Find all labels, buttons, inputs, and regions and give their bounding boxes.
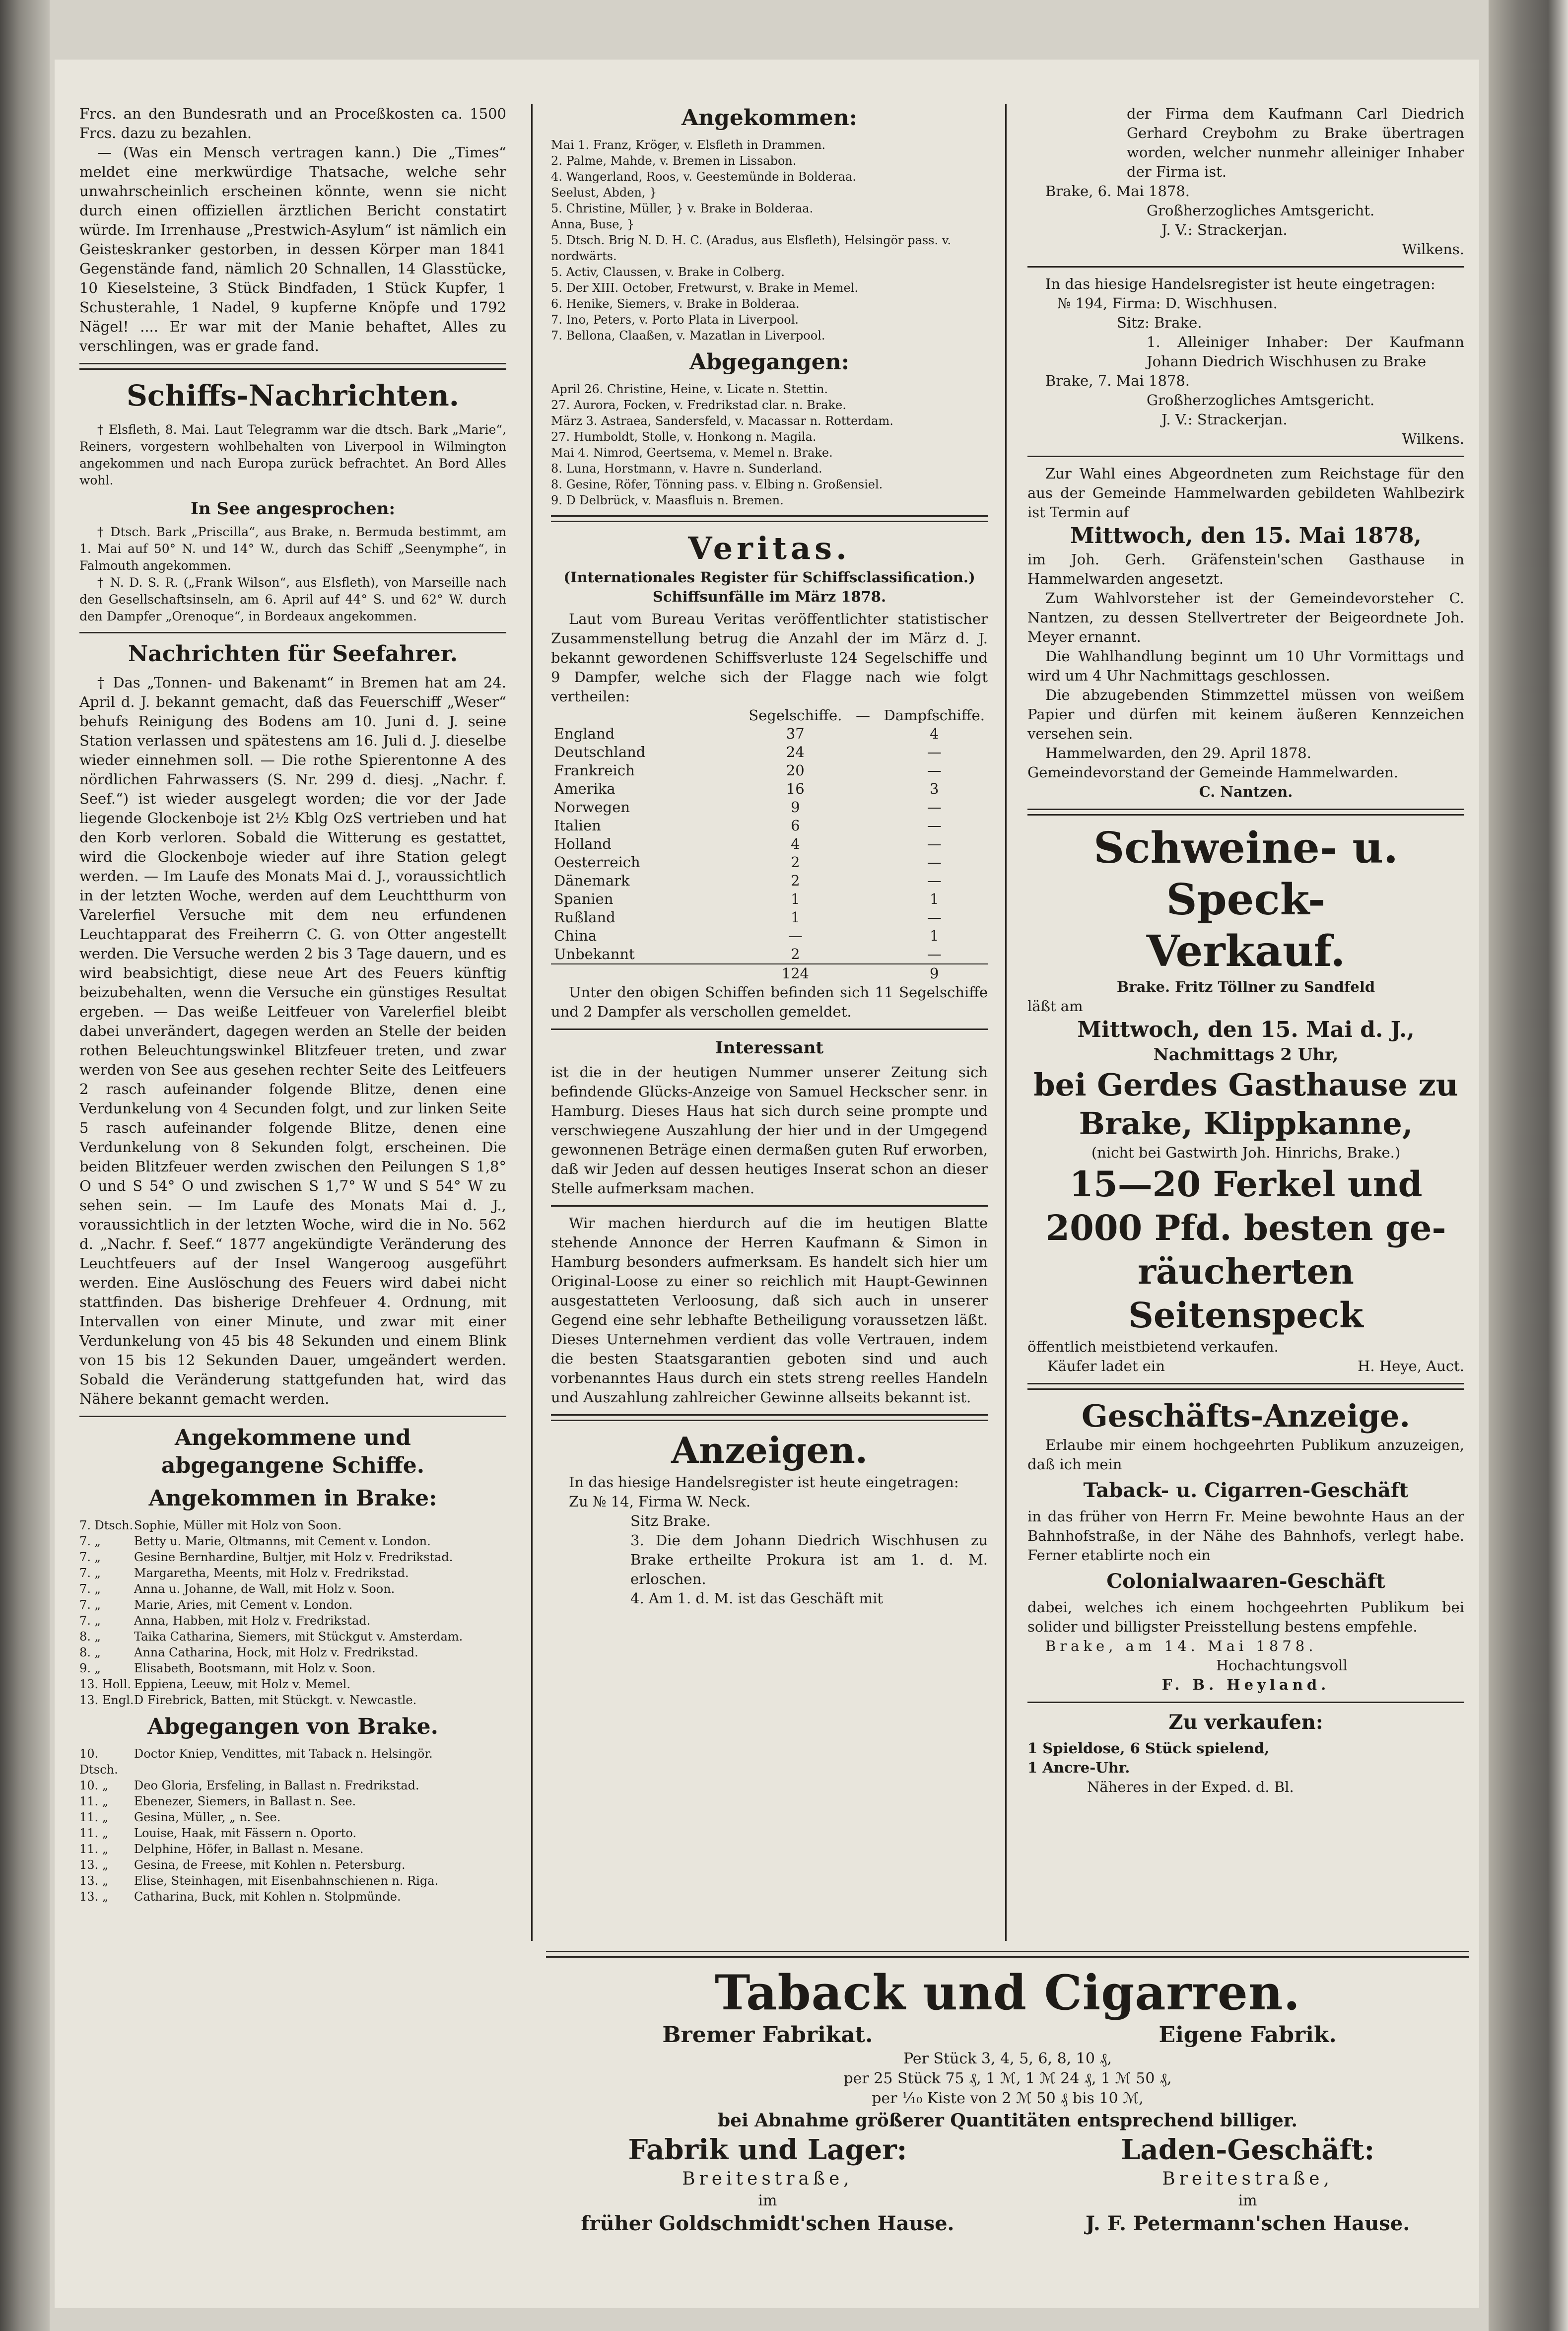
kaufmann-simon-text: Wir machen hierdurch auf die im heutigen Blatte stehende Annonce der Herren Kaufmann & Simon in Hamburg besonders aufmerksam. Es handelt sich hier um Original-Loose zu einer so reichlich mit Haupt-Gewinnen ausgestatteten Verloosung, daß sich auch in unserer Gegend eine sehr lebhafte Betheiligung voraussetzen läßt. Dieses Unternehmen verdient das volle Vertrauen, indem die besten Staatsgarantien geboten sind und auch vorbenanntes Haus durch ein stets streng reelles Handeln und Auszahlung zahlreicher Gewinne allseits bekannt ist. [551,1215,988,1406]
anzeigen-heading: Anzeigen. [671,1429,868,1471]
sail-count-cell: 1 [791,909,800,926]
country-cell: Amerika [554,780,615,797]
column-2 [551,104,988,1608]
ships-heading-2: abgegangene Schiffe. [161,1453,425,1478]
spacer-cell [845,853,881,872]
wahl-date-2: Hammelwarden, den 29. April 1878. [1045,745,1311,761]
sail-count-cell: 4 [791,835,800,852]
shipwreck-table [551,706,988,983]
schweine-laesst: läßt am [1027,998,1083,1015]
schweine-place-1: bei Gerdes Gasthause zu [1033,1067,1458,1103]
register-text: In das hiesige Handelsregister ist heute eingetragen: [569,1474,959,1491]
factory-im: im [758,2192,777,2209]
wahl-text-3: Zum Wahlvorsteher ist der Gemeindevorsteher C. Nantzen, zu dessen Stellvertreter der Beigeordnete Joh. Meyer ernannt. [1027,590,1464,645]
list-item-text: Anna, Habben, mit Holz v. Fredrikstad. [134,1614,371,1628]
spacer-cell [845,835,881,853]
abgegangen-item: 8. Luna, Horstmann, v. Havre n. Sunderland. [551,462,822,476]
veritas-text: Laut vom Bureau Veritas veröffentlichter statistischer Zusammenstellung betrug die Anzahl der im März d. J. bekannt gewordenen Schiffsverluste 124 Segelschiffe und 9 Dampfer, welche sich der Flagge nach wie folgt vertheilen: [551,611,988,705]
register-continued-text: der Firma dem Kaufmann Carl Diedrich Gerhard Creybohm zu Brake übertragen worden, welcher nunmehr alleiniger Inhaber der Firma ist. [1127,105,1464,180]
factory-heading: Fabrik und Lager: [628,2133,907,2166]
schweine-date: Mittwoch, den 15. Mai d. J., [1077,1017,1415,1042]
abgegangen-item: 27. Aurora, Focken, v. Fredrikstad clar. n. Brake. [551,398,846,412]
tobacco-advertisement [546,1951,1469,2237]
list-item-text: Sophie, Müller mit Holz von Soon. [134,1518,342,1532]
column-rule-2 [1005,104,1007,1941]
list-item-date: 8. „ [79,1630,101,1644]
see-text-2: † N. D. S. R. („Frank Wilson“, aus Elsfleth), von Marseille nach den Gesellschaftsinseln, am 6. April auf 44° S. und 62° W. durch den Dampfer „Orenoque“, in Bordeaux angekommen. [79,575,506,623]
schweine-time: Nachmittags 2 Uhr, [1153,1045,1339,1065]
list-item-text: D Firebrick, Batten, mit Stückgt. v. Newcastle. [134,1693,417,1707]
intro-paragraph-2: — (Was ein Mensch vertragen kann.) Die „Times“ meldet eine merkwürdige Thatsache, welche sehr unwahrscheinlich erscheinen könnte, wenn sie nicht durch einen offiziellen ärztlichen Bericht constatirt würde. Im Irrenhause „Prestwich-Asylum“ ist nämlich ein Geisteskranker gestorben, in dessen Körper man 1841 Gegenstände fand, nämlich 20 Schnallen, 14 Glasstücke, 10 Kieselsteine, 3 Stück Bindfaden, 1 Stück Kupfer, 1 Schusterahle, 1 Nadel, 9 kupferne Knöpfe und 1792 Nägel! .... Er war mit der Manie behaftet, Alles zu verschlingen, was er grade fand. [79,144,506,354]
country-cell: Dänemark [554,872,630,889]
register2-line-1: № 194, Firma: D. Wischhusen. [1057,295,1278,312]
table-row [551,835,988,853]
spacer-cell [845,780,881,798]
ships-heading-1: Angekommene und [175,1425,411,1450]
geschaeft-greeting: Hochachtungsvoll [1216,1657,1348,1674]
table-sum-row [551,964,988,983]
list-item-date: 8. „ [79,1645,101,1659]
departure-item [79,1746,506,1778]
sail-count-cell: 24 [786,744,805,760]
angekommen-item: 5. Activ, Claussen, v. Brake in Colberg. [551,265,785,279]
steam-count-cell: — [927,854,942,871]
table-row [551,908,988,927]
table-row [551,725,988,743]
register2-date: Brake, 7. Mai 1878. [1045,372,1190,389]
angekommen-item: Anna, Buse, } [551,217,634,231]
veritas-subtitle-2: Schiffsunfälle im März 1878. [652,588,886,605]
verkaufen-line-2: 1 Ancre-Uhr. [1027,1759,1130,1776]
sail-count-cell: 6 [791,817,800,834]
list-item-text: Gesina, de Freese, mit Kohlen n. Petersburg. [134,1858,406,1872]
tobacco-right-location [1026,2132,1469,2237]
schweine-note: (nicht bei Gastwirth Joh. Hinrichs, Brake.) [1091,1144,1401,1161]
section-divider [1027,1383,1464,1390]
schweine-footer [1027,1357,1464,1376]
register-clerk: Wilkens. [1402,241,1464,258]
register2-line-3: 1. Alleiniger Inhaber: Der Kaufmann Johann Diedrich Wischhusen zu Brake [1147,334,1464,370]
geschaeft-bold-2: Colonialwaaren-Geschäft [1106,1570,1385,1593]
list-item-date: 13. „ [79,1858,109,1872]
departure-item [79,1825,506,1841]
steam-count-cell: — [927,946,942,962]
brake-departures-list [79,1746,506,1905]
spacer-cell [845,927,881,945]
list-item-date: 10. Dtsch. [79,1747,118,1777]
interessant-heading: Interessant [715,1038,824,1058]
veritas-heading: Veritas. [688,530,851,566]
spacer-cell [845,872,881,890]
tobacco-left-location [546,2132,989,2237]
departure-item [79,1809,506,1825]
column-3 [1027,104,1464,1797]
list-item-date: 9. „ [79,1661,101,1675]
table-row [551,927,988,945]
departure-item [79,1778,506,1793]
schweine-big-1: 15—20 Ferkel und [1069,1164,1423,1205]
veritas-after-text: Unter den obigen Schiffen befinden sich 11 Segelschiffe und 2 Dampfer als verschollen gemeldet. [551,984,988,1020]
geschaeft-name: F. B. Heyland. [1161,1676,1330,1693]
list-item-date: 13. „ [79,1890,109,1904]
table-header: Dampfschiffe. [884,707,985,724]
list-item-text: Marie, Aries, mit Cement v. London. [134,1598,353,1612]
country-cell: Deutschland [554,744,646,760]
shop-street: Breitestraße, [1162,2169,1333,2189]
angekommen-item: 6. Henike, Siemers, v. Brake in Bolderaa. [551,297,800,311]
schweine-big-3: räucherten Seitenspeck [1128,1251,1363,1336]
angekommen-item: Seelust, Abden, } [551,186,657,200]
table-row [551,853,988,872]
schweine-seller: Brake. Fritz Töllner zu Sandfeld [1116,978,1375,995]
arrival-item [79,1692,506,1708]
newspaper-page [55,60,1479,2308]
arrival-item [79,1581,506,1597]
country-cell: Spanien [554,891,614,907]
factory-house: früher Goldschmidt'schen Hause. [581,2212,954,2235]
tobacco-price-3: per ¹⁄₁₀ Kiste von 2 ℳ 50 ₰ bis 10 ℳ, [872,2090,1144,2107]
angekommen-item: 2. Palme, Mahde, v. Bremen in Lissabon. [551,154,797,168]
spacer-cell [845,743,881,761]
table-row [551,743,988,761]
country-cell: Oesterreich [554,854,640,871]
table-row [551,780,988,798]
spacer-cell [845,725,881,743]
verkaufen-line-3: Näheres in der Exped. d. Bl. [1087,1779,1294,1795]
list-item-text: Doctor Kniep, Vendittes, mit Taback n. Helsingör. [134,1747,433,1761]
angekommen-item: 5. Dtsch. Brig N. D. H. C. (Aradus, aus Elsfleth), Helsingör pass. v. nordwärts. [551,233,952,263]
section-divider [79,1416,506,1417]
wahl-signature: Gemeindevorstand der Gemeinde Hammelwarden. [1027,764,1398,781]
tobacco-price-2: per 25 Stück 75 ₰, 1 ℳ, 1 ℳ 24 ₰, 1 ℳ 50 ₰, [843,2070,1172,2087]
steam-count-cell: — [927,744,942,760]
table-row [551,817,988,835]
list-item-date: 7. Dtsch. [79,1518,134,1532]
schiffs-nachrichten-text: † Elsfleth, 8. Mai. Laut Telegramm war die dtsch. Bark „Marie“, Reiners, vorgestern wohlbehalten von Liverpool in Wilmington angekommen und nach Europa zurück befrachtet. An Bord Alles wohl. [79,422,506,487]
seefahrer-heading: Nachrichten für Seefahrer. [128,641,458,667]
list-item-text: Catharina, Buck, mit Kohlen n. Stolpmünde. [134,1890,401,1904]
schweine-place-2: Brake, Klippkanne, [1079,1105,1413,1142]
interessant-text: ist die in der heutigen Nummer unserer Zeitung sich befindende Glücks-Anzeige von Samuel Heckscher senr. in Hamburg. Dieses Haus hat sich durch seine prompte und verschwiegene Auszahlung der hier und in der Umgegend gewonnenen Beträge einen dermaßen guten Ruf erworben, daß wir Jeden auf dessen heutiges Inserat schon an dieser Stelle aufmerksam machen. [551,1064,988,1197]
list-item-text: Elisabeth, Bootsmann, mit Holz v. Soon. [134,1661,376,1675]
schiffs-nachrichten-heading: Schiffs-Nachrichten. [127,379,459,412]
arrival-item [79,1613,506,1629]
brake-arrivals-list [79,1517,506,1708]
intro-paragraph-1: Frcs. an den Bundesrath und an Proceßkosten ca. 1500 Frcs. dazu zu bezahlen. [79,105,506,141]
country-cell: Holland [554,835,612,852]
angekommen-heading: Angekommen: [681,105,858,131]
list-item-text: Delphine, Höfer, in Ballast n. Mesane. [134,1842,364,1856]
book-binding-edge [1489,0,1568,2331]
steam-count-cell: 3 [930,780,939,797]
arrival-item [79,1533,506,1549]
factory-street: Breitestraße, [682,2169,853,2189]
angekommen-item: 7. Bellona, Claaßen, v. Mazatlan in Liverpool. [551,329,825,343]
table-row [551,872,988,890]
list-item-text: Eppiena, Leeuw, mit Holz v. Memel. [134,1677,350,1691]
section-divider [79,632,506,633]
register-court: Großherzogliches Amtsgericht. [1147,202,1375,219]
tobacco-price-1: Per Stück 3, 4, 5, 6, 8, 10 ₰, [903,2050,1112,2067]
geschaeft-bold-1: Taback- u. Cigarren-Geschäft [1083,1479,1409,1502]
arrival-item [79,1660,506,1676]
steam-count-cell: 4 [930,725,939,742]
register2-signature: J. V.: Strackerjan. [1161,411,1288,428]
list-item-text: Anna u. Johanne, de Wall, mit Holz v. Soon. [134,1582,395,1596]
list-item-date: 11. „ [79,1842,109,1856]
register-line-3: 3. Die dem Johann Diedrich Wischhusen zu Brake ertheilte Prokura ist am 1. d. M. erloschen. [630,1532,988,1587]
departure-item [79,1873,506,1889]
table-row [551,798,988,817]
seefahrer-text: † Das „Tonnen- und Bakenamt“ in Bremen hat am 24. April d. J. bekannt gemacht, daß das Feuerschiff „Weser“ behufs Reinigung des Bodens am 10. Juni d. J. seine Station verlassen und spätestens am 16. Juli d. J. dieselbe wieder einnehmen soll. — Die rothe Spierentonne A des nördlichen Fahrwassers (S. Nr. 299 d. diesj. „Nachr. f. Seef.“) ist wieder ausgelegt worden; die vor der Jade liegende Glockenboje ist 2½ Kblg OzS vertrieben und hat den Korb verloren. Sobald die Witterung es gestattet, wird die Glockenboje wieder auf ihre Station gelegt werden. — Im Laufe des Monats Mai d. J., voraussichtlich in der letzten Woche, werden auf dem Leuchtthurm von Varelerfiel Versuche mit dem neu erfundenen Leuchtapparat des Freiherrn C. G. von Otter angestellt werden. Die Versuche werden 2 bis 3 Tage dauern, und es wird beabsichtigt, diese neue Art des Feuers künftig beizubehalten, wenn die Versuche ein günstiges Resultat ergeben. — Das weiße Leitfeuer von Varelerfiel bleibt dabei unverändert, dagegen werden an Stelle der beiden rothen Beleuchtungswinkel Blitzfeuer treten, und zwar werden von See aus gesehen rechter Seite des Leitfeuers 2 rasch aufeinander folgende Blitze, denen eine Verdunkelung von 4 Secunden folgt, und zur linken Seite 5 rasch aufeinander folgende Blitze, denen eine Verdunkelung von 8 Sekunden folgt, erscheinen. Die beiden Blitzfeuer werden zwischen den Peilungen S 1,8° O und S 54° O und zwischen S 1,7° W und S 54° W zu sehen sein. — Im Laufe des Monats Mai d. J., voraussichtlich in der letzten Woche, wird die in No. 562 d. „Nachr. f. Seef.“ 1877 angekündigte Veränderung des Leuchtfeuers auf der Insel Wangeroog ausgeführt werden. Eine Auslöschung des Feuers wird dabei nicht stattfinden. Das bisherige Drehfeuer 4. Ordnung, mit Intervallen von einer Minute, und zwar mit einer Verdunkelung von 45 bis 48 Sekunden und einem Blink von 15 bis 12 Sekunden Dauer, umgeändert werden. Sobald die Veränderung stattgefunden hat, wird das Nähere bekannt gemacht werden. [79,674,506,1407]
wahl-text-4: Die Wahlhandlung beginnt um 10 Uhr Vormittags und wird um 4 Uhr Nachmittags geschlossen. [1027,648,1464,684]
section-divider [551,515,988,522]
angekommen-item: 4. Wangerland, Roos, v. Geestemünde in Bolderaa. [551,170,856,184]
table-header: Segelschiffe. [749,707,842,724]
angekommen-item: 7. Ino, Peters, v. Porto Plata in Liverpool. [551,313,799,327]
arrival-item [79,1549,506,1565]
arrival-item [79,1629,506,1645]
veritas-subtitle: (Internationales Register für Schiffsclassification.) [563,569,975,586]
country-cell: Frankreich [554,762,635,779]
schweine-auctioneer: H. Heye, Auct. [1358,1358,1464,1374]
register-line-2: Sitz Brake. [630,1512,711,1529]
spacer-cell [845,817,881,835]
see-text-1: † Dtsch. Bark „Priscilla“, aus Brake, n. Bermuda bestimmt, am 1. Mai auf 50° N. und 14° W., durch das Schiff „Seenymphe“, in Falmouth angekommen. [79,525,506,573]
section-divider [79,363,506,370]
ad-top-rule [546,1951,1469,1958]
list-item-date: 11. „ [79,1810,109,1824]
country-cell: Italien [554,817,601,834]
wahl-date: Mittwoch, den 15. Mai 1878, [1070,523,1422,548]
register-signature: J. V.: Strackerjan. [1161,221,1288,238]
brake-departures-heading: Abgegangen von Brake. [147,1714,438,1739]
departure-item [79,1889,506,1905]
list-item-text: Elise, Steinhagen, mit Eisenbahnschienen n. Riga. [134,1874,439,1888]
register2-line-2: Sitz: Brake. [1117,314,1202,331]
abgegangen-heading: Abgegangen: [689,349,849,375]
table-row [551,890,988,908]
sail-count-cell: 2 [791,946,800,962]
abgegangen-item: Mai 4. Nimrod, Geertsema, v. Memel n. Brake. [551,446,833,460]
departure-item [79,1857,506,1873]
list-item-date: 7. „ [79,1598,101,1612]
steam-count-cell: 1 [930,891,939,907]
table-header: — [855,707,870,724]
country-cell: Rußland [554,909,615,926]
abgegangen-item: 9. D Delbrück, v. Maasfluis n. Bremen. [551,493,784,507]
section-divider [551,1028,988,1030]
steam-count-cell: — [927,835,942,852]
verkaufen-line-1: 1 Spieldose, 6 Stück spielend, [1027,1740,1270,1757]
list-item-date: 13. Engl. [79,1693,134,1707]
country-cell: Unbekannt [554,946,635,962]
spacer-cell [845,945,881,964]
list-item-date: 11. „ [79,1826,109,1840]
list-item-text: Margaretha, Meents, mit Holz v. Fredrikstad. [134,1566,409,1580]
schweine-heading-1: Schweine- u. Speck- [1093,823,1398,925]
spacer-cell [845,761,881,780]
wahl-text-2: im Joh. Gerh. Gräfenstein'schen Gasthause in Hammelwarden angesetzt. [1027,551,1464,587]
sail-count-cell: — [788,927,803,944]
register-date: Brake, 6. Mai 1878. [1045,183,1190,200]
list-item-date: 7. „ [79,1534,101,1548]
list-item-date: 7. „ [79,1614,101,1628]
sail-count-cell: 1 [791,891,800,907]
schweine-heading-2: Verkauf. [1146,926,1346,976]
section-divider [1027,266,1464,268]
section-divider [551,1414,988,1421]
list-item-text: Taika Catharina, Siemers, mit Stückgut v. Amsterdam. [134,1630,463,1644]
country-cell: Norwegen [554,799,630,816]
section-divider [1027,456,1464,457]
book-spine [0,0,50,2331]
register2-clerk: Wilkens. [1402,430,1464,447]
section-divider [1027,809,1464,816]
register2-court: Großherzogliches Amtsgericht. [1147,392,1375,409]
steam-count-cell: — [927,799,942,816]
table-header-row [551,706,988,725]
list-item-text: Anna Catharina, Hock, mit Holz v. Fredrikstad. [134,1645,418,1659]
departure-item [79,1793,506,1809]
see-angesprochen-heading: In See angesprochen: [190,499,396,519]
spacer-cell [845,908,881,927]
spacer-cell [845,890,881,908]
brake-arrivals-heading: Angekommen in Brake: [148,1486,437,1511]
arrival-item [79,1645,506,1660]
arrival-item [79,1597,506,1613]
abgegangen-item: April 26. Christine, Heine, v. Licate n. Stettin. [551,382,828,396]
country-cell: China [554,927,597,944]
tobacco-left-tag: Bremer Fabrikat. [662,2022,873,2048]
abgegangen-item: 27. Humboldt, Stolle, v. Honkong n. Magila. [551,430,817,444]
schweine-sale: öffentlich meistbietend verkaufen. [1027,1338,1279,1355]
steam-count-cell: — [927,817,942,834]
table-row [551,761,988,780]
sail-count-cell: 2 [791,854,800,871]
geschaeft-text-1: Erlaube mir einem hochgeehrten Publikum anzuzeigen, daß ich mein [1027,1437,1464,1473]
list-item-date: 7. „ [79,1566,101,1580]
list-item-date: 7. „ [79,1550,101,1564]
register-line-1: Zu № 14, Firma W. Neck. [569,1493,751,1510]
list-item-text: Gesina, Müller, „ n. See. [134,1810,281,1824]
arrival-item [79,1676,506,1692]
section-divider [551,1205,988,1207]
shop-heading: Laden-Geschäft: [1121,2133,1375,2166]
steam-count-cell: — [927,872,942,889]
geschaeft-text-3: dabei, welches ich einem hochgeehrten Publikum bei solider und billigster Preisstellung bestens empfehle. [1027,1599,1464,1635]
abgegangen-item: März 3. Astraea, Sandersfeld, v. Macassar n. Rotterdam. [551,414,893,428]
tobacco-tags [546,2021,1469,2049]
tobacco-title: Taback und Cigarren. [715,1965,1300,2021]
arrival-item [79,1565,506,1581]
geschaeft-text-2: in das früher von Herrn Fr. Meine bewohnte Haus an der Bahnhofstraße, in der Nähe des Bahnhofs, verlegt habe. Ferner etablirte noch ein [1027,1508,1464,1564]
list-item-text: Betty u. Marie, Oltmanns, mit Cement v. London. [134,1534,431,1548]
angekommen-item: 5. Christine, Müller, } v. Brake in Bolderaa. [551,202,814,215]
wahl-name: C. Nantzen. [1199,783,1293,800]
sail-count-cell: 9 [791,799,800,816]
list-item-date: 10. „ [79,1779,109,1792]
abgegangen-list [551,381,988,508]
section-divider [1027,1702,1464,1703]
list-item-date: 7. „ [79,1582,101,1596]
steam-count-cell: 1 [930,927,939,944]
tobacco-bulk: bei Abnahme größerer Quantitäten entsprechend billiger. [718,2110,1297,2131]
table-sum-steam: 9 [881,964,988,983]
wahl-text-5: Die abzugebenden Stimmzettel müssen von weißem Papier und dürfen mit keinem äußeren Kennzeichen versehen sein. [1027,686,1464,742]
wahl-text-1: Zur Wahl eines Abgeordneten zum Reichstage für den aus der Gemeinde Hammelwarden gebildeten Wahlbezirk ist Termin auf [1027,465,1464,521]
shop-house: J. F. Petermann'schen Hause. [1086,2212,1410,2235]
table-sum-sail: 124 [746,964,845,983]
register-line-4: 4. Am 1. d. M. ist das Geschäft mit [630,1590,884,1607]
column-rule-1 [531,104,533,1941]
steam-count-cell: — [927,762,942,779]
schweine-invite: Käufer ladet ein [1047,1358,1165,1374]
list-item-text: Deo Gloria, Ersfeling, in Ballast n. Fredrikstad. [134,1779,419,1792]
verkaufen-heading: Zu verkaufen: [1168,1711,1323,1734]
angekommen-item: Mai 1. Franz, Kröger, v. Elsfleth in Drammen. [551,138,826,152]
register2-text: In das hiesige Handelsregister ist heute eingetragen: [1045,275,1435,292]
table-row [551,945,988,964]
list-item-text: Louise, Haak, mit Fässern n. Oporto. [134,1826,357,1840]
abgegangen-item: 8. Gesine, Röfer, Tönning pass. v. Elbing n. Großensiel. [551,478,883,491]
list-item-date: 11. „ [79,1794,109,1808]
spacer-cell [845,798,881,817]
tobacco-locations [546,2132,1469,2237]
angekommen-list [551,137,988,343]
column-1 [79,104,506,1905]
shop-im: im [1238,2192,1257,2209]
country-cell: England [554,725,615,742]
arrival-item [79,1517,506,1533]
list-item-date: 13. Holl. [79,1677,132,1691]
steam-count-cell: — [927,909,942,926]
list-item-text: Ebenezer, Siemers, in Ballast n. See. [134,1794,356,1808]
geschaeft-date: Brake, am 14. Mai 1878. [1045,1638,1317,1654]
departure-item [79,1841,506,1857]
sail-count-cell: 16 [786,780,805,797]
sail-count-cell: 20 [786,762,805,779]
list-item-text: Gesine Bernhardine, Bultjer, mit Holz v. Fredrikstad. [134,1550,453,1564]
angekommen-item: 5. Der XIII. October, Fretwurst, v. Brake in Memel. [551,281,858,295]
geschaeft-heading: Geschäfts-Anzeige. [1081,1398,1411,1434]
sail-count-cell: 2 [791,872,800,889]
list-item-date: 13. „ [79,1874,109,1888]
sail-count-cell: 37 [786,725,805,742]
tobacco-right-tag: Eigene Fabrik. [1159,2022,1337,2048]
schweine-big-2: 2000 Pfd. besten ge- [1045,1207,1446,1248]
